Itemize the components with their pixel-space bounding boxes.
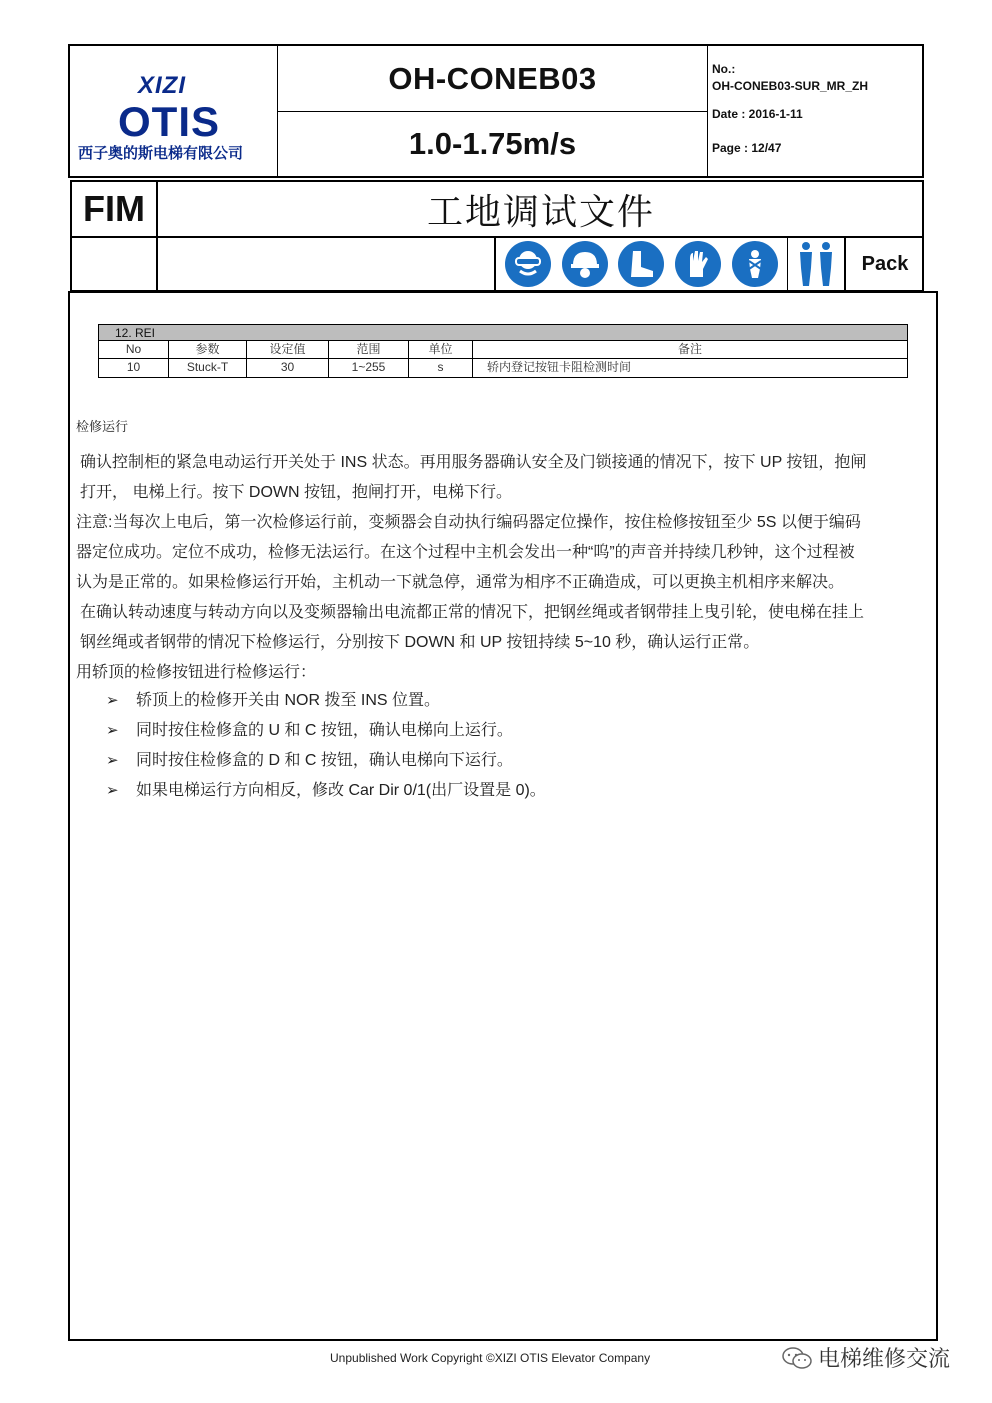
- table-header-cell: 单位: [409, 341, 473, 358]
- instruction-list: [106, 686, 546, 806]
- paragraph-line: 确认控制柜的紧急电动运行开关处于 INS 状态。再用服务器确认安全及门锁接通的情况下，按下 UP 按钮，抱闸: [80, 454, 867, 471]
- paragraph-line: 注意:当每次上电后，第一次检修运行前，变频器会自动执行编码器定位操作，按住检修按钮至少 5S 以便于编码: [76, 514, 861, 531]
- goggles-icon: [505, 241, 551, 287]
- table-header-cell: 参数: [169, 341, 247, 358]
- paragraph-line: 用轿顶的检修按钮进行检修运行：: [76, 664, 317, 681]
- fim-label: FIM: [72, 182, 158, 238]
- doc-id-block: [278, 46, 708, 176]
- table-cell: 1~255: [329, 359, 409, 377]
- doc-code: OH-CONEB03: [278, 46, 707, 112]
- table-cell: 10: [99, 359, 169, 377]
- arrow-bullet-icon: ➢: [106, 722, 119, 739]
- footer-copyright: Unpublished Work Copyright ©XIZI OTIS Elevator Company: [330, 1351, 651, 1365]
- table-header-cell: 设定值: [247, 341, 329, 358]
- pack-label: Pack: [861, 252, 909, 275]
- company-logo: [70, 46, 278, 176]
- list-item-text: 轿顶上的检修开关由 NOR 拨至 INS 位置。: [136, 692, 441, 709]
- paragraph-line: 认为是正常的。如果检修运行开始，主机动一下就急停，通常为相序不正确造成，可以更换主机相序来解决。: [76, 574, 845, 591]
- gloves-icon: [675, 241, 721, 287]
- table-cell: 轿内登记按钮卡阻检测时间: [487, 360, 632, 374]
- list-item: [106, 686, 546, 716]
- doc-page: Page : 12/47: [712, 141, 782, 155]
- page-title: 工地调试文件: [158, 182, 924, 238]
- document-subheader: [70, 180, 924, 292]
- table-header-cell: 范围: [329, 341, 409, 358]
- logo-otis-text: OTIS: [118, 98, 221, 145]
- list-item-text: 同时按住检修盒的 D 和 C 按钮，确认电梯向下运行。: [136, 752, 513, 769]
- doc-no-label: No.:: [712, 62, 736, 76]
- table-cell: 30: [247, 359, 329, 377]
- helmet-icon: [562, 241, 608, 287]
- list-item: [106, 776, 546, 806]
- table-caption: 12. REI: [99, 325, 907, 341]
- table-cell: Stuck-T: [169, 359, 247, 377]
- document-header: [68, 44, 924, 178]
- two-persons-icon: [788, 238, 846, 290]
- list-item: [106, 716, 546, 746]
- section-label: 检修运行: [76, 419, 129, 434]
- harness-icon: [732, 241, 778, 287]
- watermark-text: 电梯维修交流: [818, 1346, 951, 1371]
- logo-xizi-text: XIZI: [138, 72, 187, 99]
- doc-date: Date : 2016-1-11: [712, 107, 803, 121]
- speed-range: 1.0-1.75m/s: [408, 126, 577, 161]
- arrow-bullet-icon: ➢: [106, 782, 119, 799]
- blank-cell: [72, 238, 158, 290]
- table-row: [99, 359, 907, 377]
- paragraph-line: 打开， 电梯上行。按下 DOWN 按钮，抱闸打开，电梯下行。: [80, 484, 512, 501]
- boots-icon: [618, 241, 664, 287]
- table-header-cell: 备注: [677, 342, 702, 356]
- chat-bubble-icon: [782, 1346, 812, 1370]
- paragraph-line: 钢丝绳或者钢带的情况下检修运行，分别按下 DOWN 和 UP 按钮持续 5~10 秒，确认运行正常。: [80, 634, 760, 651]
- paragraph-line: 器定位成功。定位不成功，检修无法运行。在这个过程中主机会发出一种“呜”的声音并持续几秒钟，这个过程被: [76, 544, 855, 561]
- table-header-cell: No: [99, 341, 169, 358]
- table-header-row: [99, 341, 907, 359]
- doc-no-value: OH-CONEB03-SUR_MR_ZH: [712, 79, 869, 93]
- table-cell: s: [409, 359, 473, 377]
- ppe-icon-row: [496, 238, 788, 290]
- watermark: [782, 1342, 950, 1373]
- doc-info-block: [708, 46, 924, 176]
- list-item-text: 同时按住检修盒的 U 和 C 按钮，确认电梯向上运行。: [136, 722, 513, 739]
- logo-company-name: 西子奥的斯电梯有限公司: [78, 145, 244, 162]
- list-item-text: 如果电梯运行方向相反，修改 Car Dir 0/1(出厂设置是 0)。: [136, 782, 546, 799]
- arrow-bullet-icon: ➢: [106, 692, 119, 709]
- parameter-table: [98, 324, 908, 378]
- list-item: [106, 746, 546, 776]
- paragraph-line: 在确认转动速度与转动方向以及变频器输出电流都正常的情况下，把钢丝绳或者钢带挂上曳引轮，使电梯在挂上: [80, 604, 865, 621]
- arrow-bullet-icon: ➢: [106, 752, 119, 769]
- blank-cell: [158, 238, 496, 290]
